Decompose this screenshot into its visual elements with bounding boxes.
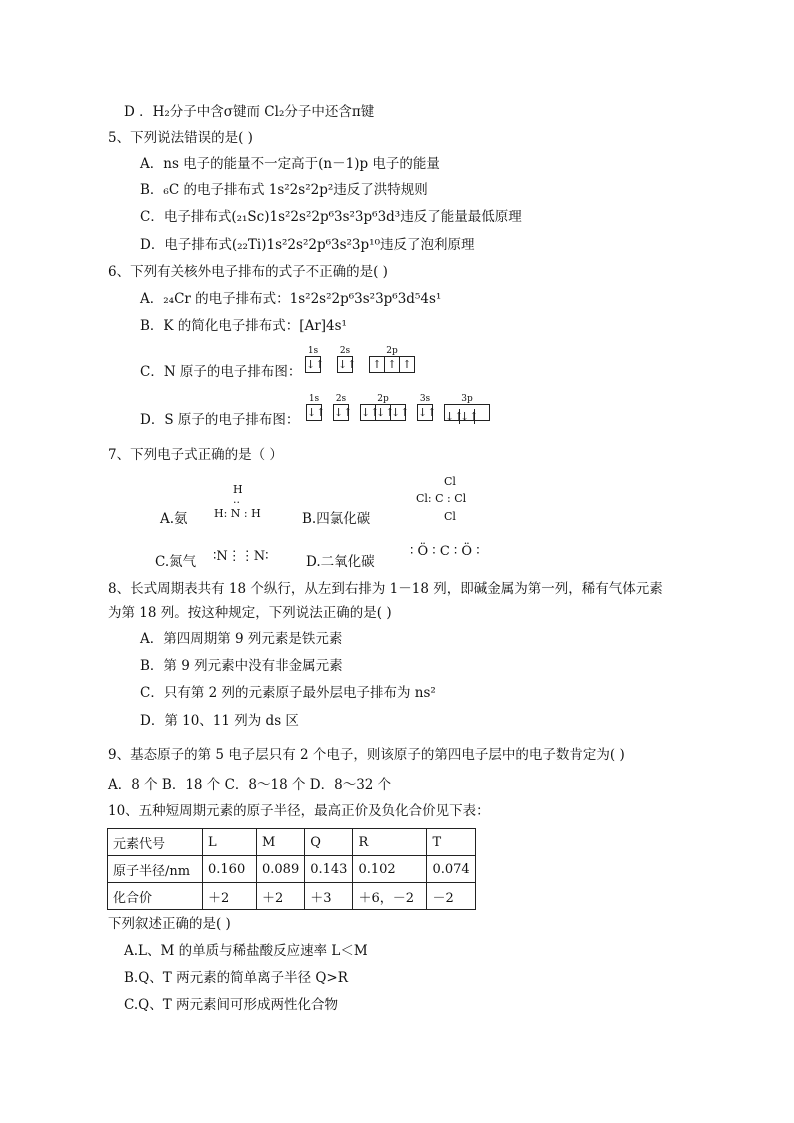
q7-option-d: D.二氧化碳 [306, 554, 375, 570]
orbital-group-3s [417, 394, 437, 421]
table-cell: ＋6，－2 [353, 883, 427, 910]
table-cell: T [427, 829, 475, 856]
q4-option-d: D ．H₂分子中含σ键而 Cl₂分子中还含π键 [124, 104, 375, 120]
orbital-cell: ↓↑ [307, 406, 326, 419]
q7-stem: 7、下列电子式正确的是（ ） [108, 447, 283, 463]
q6-option-b: B．K 的简化电子排布式：[Ar]4s¹ [140, 318, 347, 334]
orbital-box [306, 404, 326, 421]
q8-option-d: D．第 10、11 列为 ds 区 [140, 713, 299, 729]
orbital-box [360, 404, 410, 421]
orbital-box [417, 404, 437, 421]
table-row [108, 856, 476, 883]
orbital-group-3p [444, 394, 490, 421]
orbital-label: 2s [339, 346, 351, 356]
q8-option-a: A．第四周期第 9 列元素是铁元素 [140, 631, 343, 647]
orbital-cell: ↓↑ [445, 410, 464, 423]
table-cell: 0.102 [353, 856, 427, 883]
q6-option-d-label: D．S 原子的电子排布图： [140, 412, 300, 428]
q8-stem-line1: 8、长式周期表共有 18 个纵行，从左到右排为 1－18 列，即碱金属为第一列，稀有气体元素 [108, 581, 663, 597]
q5-option-d: D．电子排布式(₂₂Ti)1s²2s²2p⁶3s²3p¹⁰违反了泡利原理 [140, 237, 475, 253]
orbital-cell: ↑ [370, 357, 385, 372]
orbital-box [333, 404, 353, 421]
q7-option-a: A.氨 [160, 511, 188, 527]
orbital-box [305, 356, 325, 373]
table-cell: ＋3 [305, 883, 353, 910]
orbital-group-2s [337, 346, 357, 373]
ccl4-top: Cl [444, 475, 456, 488]
orbital-box [444, 404, 490, 421]
table-cell: L [203, 829, 257, 856]
table-cell: 化合价 [108, 883, 203, 910]
q8-option-b: B．第 9 列元素中没有非金属元素 [140, 658, 343, 674]
q6-option-a: A．₂₄Cr 的电子排布式：1s²2s²2p⁶3s²3p⁶3d⁵4s¹ [140, 291, 442, 307]
orbital-group-2p [360, 394, 410, 421]
nh3-formula: H: N : H [214, 507, 261, 520]
element-table [107, 828, 476, 910]
table-header-row [108, 829, 476, 856]
orbital-box [337, 356, 357, 373]
orbital-cell [475, 405, 489, 420]
orbital-cell: ↓↑ [376, 406, 395, 419]
orbital-label: 2p [377, 394, 389, 404]
q9-options: A．8 个 B．18 个 C．8～18 个 D．8～32 个 [108, 777, 392, 793]
table-cell: －2 [427, 883, 475, 910]
q8-option-c: C．只有第 2 列的元素原子最外层电子排布为 ns² [140, 685, 436, 701]
orbital-group-2s [333, 394, 353, 421]
q6-option-c-label: C．N 原子的电子排布图： [140, 364, 302, 380]
q5-stem: 5、下列说法错误的是( ) [108, 130, 253, 146]
q8-stem-line2: 为第 18 列。按这种规定，下列说法正确的是( ) [108, 605, 392, 621]
table-cell: 0.160 [203, 856, 257, 883]
q10-option-c: C.Q、T 两元素间可形成两性化合物 [124, 997, 339, 1013]
table-cell: 0.089 [257, 856, 305, 883]
q10-option-b: B.Q、T 两元素的简单离子半径 Q>R [124, 970, 348, 986]
orbital-cell: ↓↑ [460, 410, 479, 423]
ccl4-bottom: Cl [444, 510, 456, 523]
orbital-cell: ↓↑ [361, 406, 380, 419]
orbital-cell: ↓↑ [334, 406, 353, 419]
q5-option-b: B．₆C 的电子排布式 1s²2s²2p²违反了洪特规则 [140, 182, 428, 198]
q10-stem: 10、五种短周期元素的原子半径，最高正价及负化合价见下表： [108, 803, 490, 819]
n2-formula: ∶N⋮⋮N∶ [213, 549, 269, 564]
table-cell: 原子半径/nm [108, 856, 203, 883]
q9-stem: 9、基态原子的第 5 电子层只有 2 个电子，则该原子的第四电子层中的电子数肯定为( ) [108, 747, 625, 763]
table-cell: 元素代号 [108, 829, 203, 856]
nh3-top-h: H [233, 483, 243, 496]
orbital-box [369, 356, 415, 373]
q5-option-a: A．ns 电子的能量不一定高于(n－1)p 电子的能量 [140, 156, 440, 172]
table-cell: 0.074 [427, 856, 475, 883]
orbital-group-1s [306, 394, 326, 421]
q5-option-c: C．电子排布式(₂₁Sc)1s²2s²2p⁶3s²3p⁶3d³违反了能量最低原理 [140, 209, 522, 225]
orbital-cell: ↓↑ [306, 358, 325, 371]
orbital-label: 3p [461, 394, 473, 404]
table-cell: 0.143 [305, 856, 353, 883]
orbital-cell: ↓↑ [391, 406, 410, 419]
orbital-cell: ↑ [402, 358, 412, 371]
table-cell: ＋2 [203, 883, 257, 910]
q10-question: 下列叙述正确的是( ) [108, 916, 231, 932]
q10-option-a: A.L、M 的单质与稀盐酸反应速率 L＜M [124, 943, 368, 959]
orbital-cell: ↓↑ [338, 358, 357, 371]
orbital-cell: ↑ [385, 357, 400, 372]
orbital-label: 2p [386, 346, 398, 356]
orbital-group-1s [305, 346, 325, 373]
table-cell: M [257, 829, 305, 856]
orbital-group-2p [369, 346, 415, 373]
orbital-label: 2s [335, 394, 347, 404]
table-cell: Q [305, 829, 353, 856]
orbital-cell: ↓↑ [418, 406, 437, 419]
orbital-label: 1s [308, 394, 320, 404]
orbital-label: 1s [307, 346, 319, 356]
co2-formula: ∶ Ö ∶ C ∶ Ö ∶ [410, 544, 480, 559]
nh3-dots: ·· [233, 496, 240, 509]
orbital-label: 3s [419, 394, 431, 404]
q7-option-b: B.四氯化碳 [302, 511, 371, 527]
q6-stem: 6、下列有关核外电子排布的式子不正确的是( ) [108, 264, 388, 280]
ccl4-row: Cl: C : Cl [416, 492, 467, 505]
table-row [108, 883, 476, 910]
table-cell: ＋2 [257, 883, 305, 910]
q7-option-c: C.氮气 [155, 554, 197, 570]
table-cell: R [353, 829, 427, 856]
